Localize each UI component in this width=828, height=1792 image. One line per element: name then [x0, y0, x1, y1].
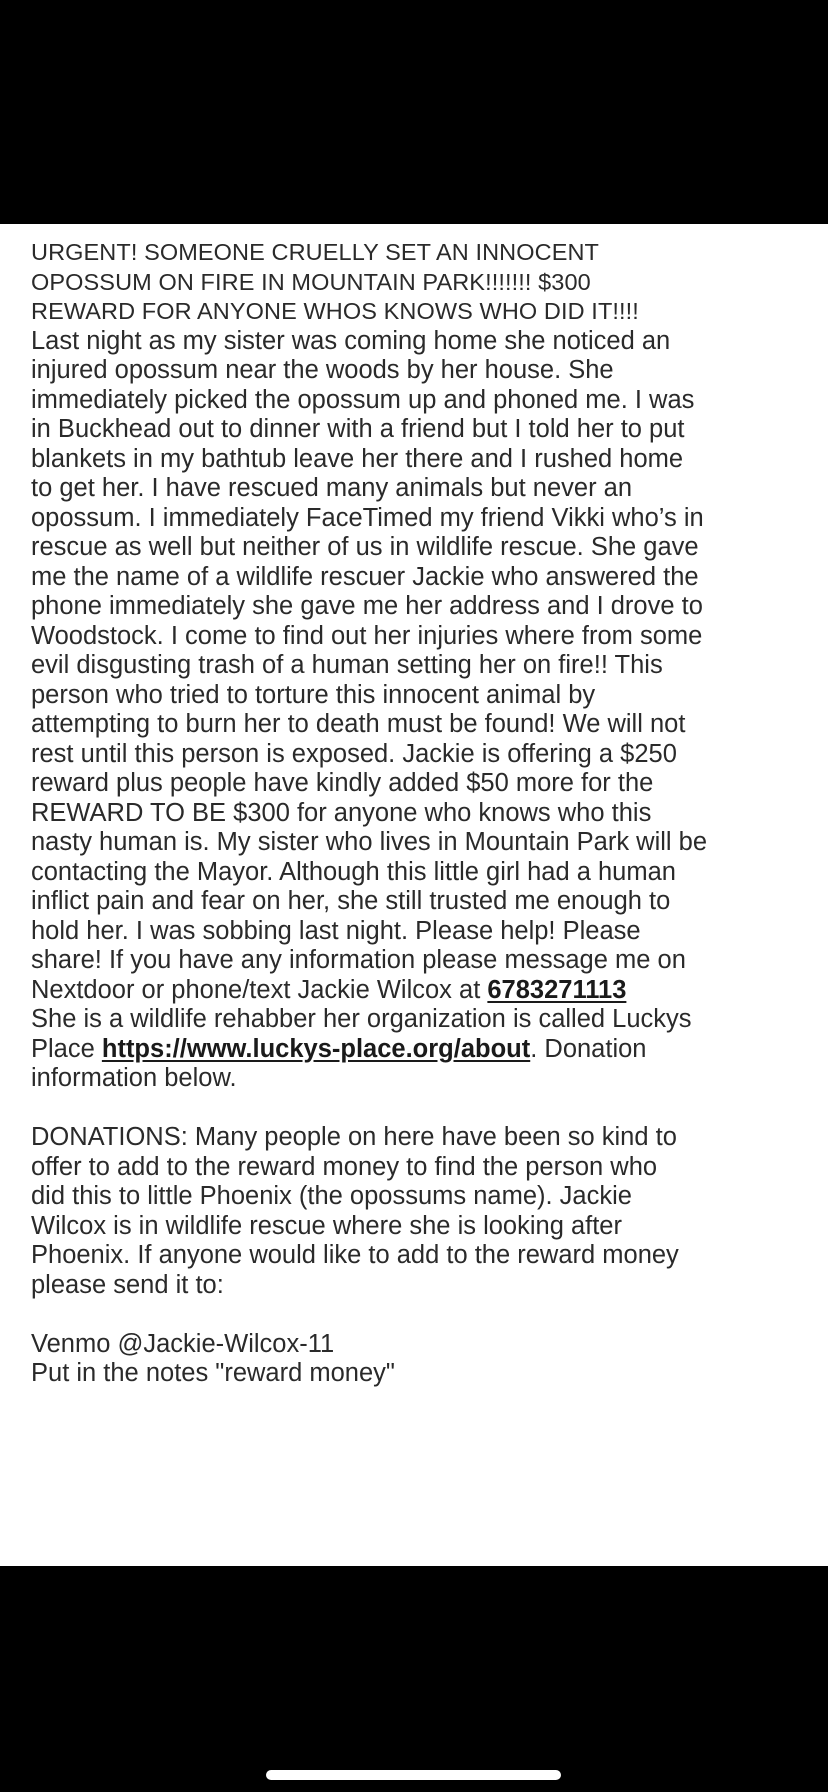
paragraph-spacer [31, 1300, 808, 1330]
website-link[interactable]: https://www.luckys-place.org/about [101, 1034, 531, 1063]
top-black-bar [0, 0, 828, 224]
post-body-paragraph [31, 327, 808, 1094]
phone-number-link[interactable]: 6783271113 [487, 975, 627, 1004]
post-headline: URGENT! SOMEONE CRUELLY SET AN INNOCENT OPOSSUM ON FIRE IN MOUNTAIN PARK!!!!!!! $300 REWARD FOR ANYONE WHOS KNOWS WHO DID IT!!!! [31, 239, 639, 324]
venmo-paragraph: Venmo @Jackie-Wilcox-11 Put in the notes "reward money" [31, 1329, 395, 1387]
post-body-text-end: . Donation information below. [31, 1034, 647, 1092]
donations-paragraph: DONATIONS: Many people on here have been so kind to offer to add to the reward money to find the person who did this to little Phoenix (the opossums name). Jackie Wilcox is in wildlife rescue where she is looking after Phoenix. If anyone would like to add to the reward money please send it to: [31, 1123, 679, 1299]
paragraph-spacer [31, 1094, 808, 1124]
bottom-black-bar [0, 1566, 828, 1792]
home-indicator[interactable] [266, 1770, 561, 1780]
post-body-text-continued: She is a wildlife rehabber her organization is called Luckys Place [31, 1005, 692, 1063]
post-screenshot [0, 224, 828, 1566]
post-body-text: Last night as my sister was coming home she noticed an injured opossum near the woods by her house. She immediately picked the opossum up and phoned me. I was in Buckhead out to dinner with a friend but I told her to put blankets in my bathtub leave her there and I rushed home to get her. I have rescued many animals but never an opossum. I immediately FaceTimed my friend Vikki who’s in rescue as well but neither of us in wildlife rescue. She gave me the name of a wildlife rescuer Jackie who answered the phone immediately she gave me her address and I drove to Woodstock. I come to find out her injuries where from some evil disgusting trash of a human setting her on fire!! This person who tried to torture this innocent animal by attempting to burn her to death must be found! We will not rest until this person is exposed. Jackie is offering a $250 reward plus people have kindly added $50 more for the REWARD TO BE $300 for anyone who knows who this nasty human is. My sister who lives in Mountain Park will be contacting the Mayor. Although this little girl had a human inflict pain and fear on her, she still trusted me enough to hold her. I was sobbing last night. Please help! Please share! If you have any information please message me on Nextdoor or phone/text Jackie Wilcox at [31, 326, 708, 1004]
